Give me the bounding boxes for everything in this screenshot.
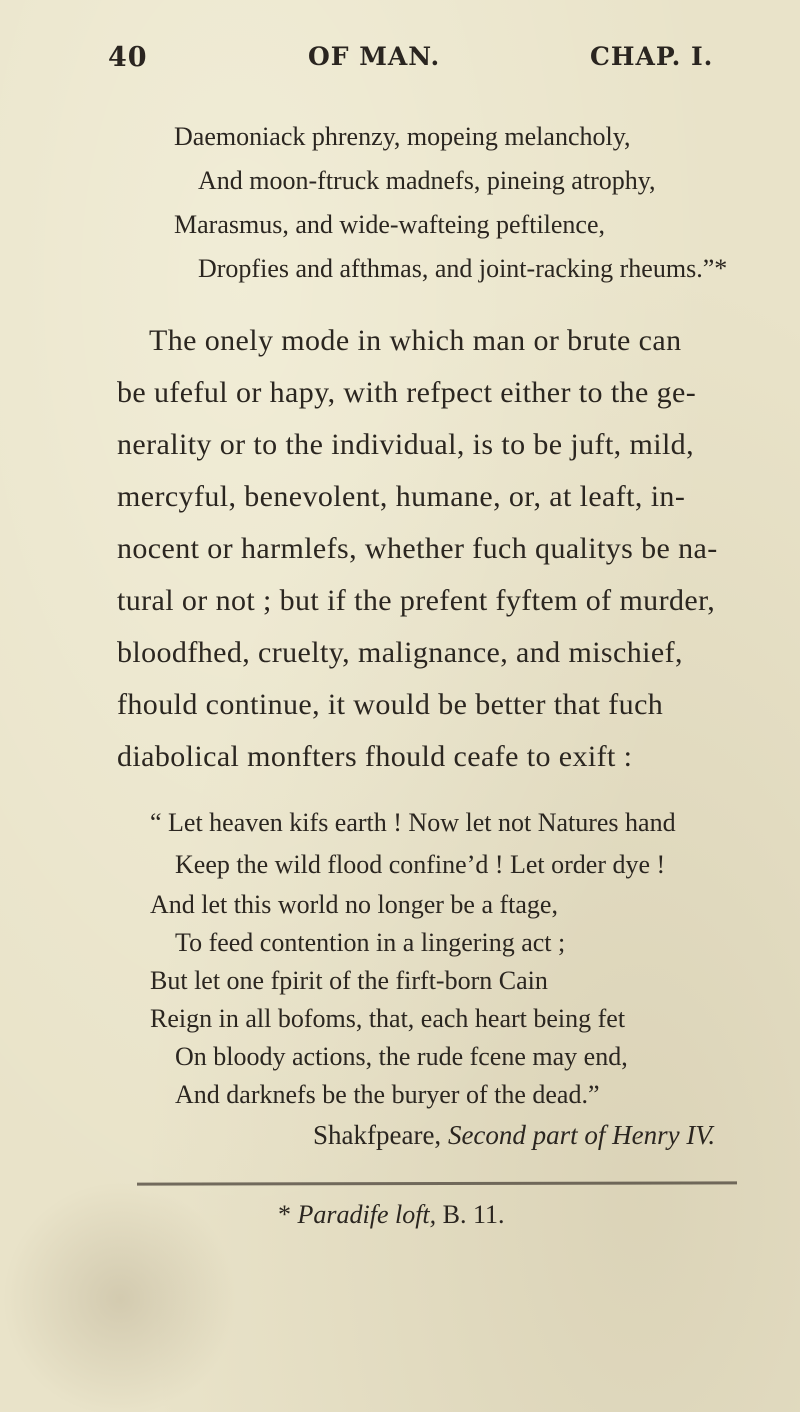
footnote-work: Paradife loft,: [297, 1200, 437, 1229]
page-number: 40: [108, 42, 148, 73]
prose-line: diabolical monfters fhould ceafe to exift :: [117, 740, 633, 773]
prose-line: The onely mode in which man or brute can: [149, 324, 682, 357]
prose-line: mercyful, benevolent, humane, or, at leaft, in-: [117, 480, 686, 513]
quotation-attribution: [313, 1120, 715, 1151]
footnote-marker: *: [278, 1200, 291, 1229]
verse-line: On bloody actions, the rude fcene may end,: [175, 1042, 628, 1071]
verse-line: Marasmus, and wide-wafteing peftilence,: [174, 210, 606, 239]
prose-line: be ufeful or hapy, with refpect either to the ge-: [117, 376, 697, 409]
attribution-author: Shakfpeare,: [313, 1120, 442, 1150]
verse-line: Daemoniack phrenzy, mopeing melancholy,: [174, 122, 631, 151]
running-header: [108, 42, 748, 82]
verse-line: But let one fpirit of the firft-born Cain: [150, 966, 548, 995]
footnote: [278, 1200, 505, 1230]
verse-line: “ Let heaven kifs earth ! Now let not Natures hand: [150, 808, 676, 837]
verse-line: To feed contention in a lingering act ;: [175, 928, 566, 957]
verse-line: And let this world no longer be a ftage,: [150, 890, 558, 919]
footnote-reference: B. 11.: [442, 1200, 505, 1229]
prose-line: fhould continue, it would be better that fuch: [117, 688, 664, 721]
attribution-work: Second part of Henry IV.: [447, 1120, 716, 1150]
verse-line: Keep the wild flood confine’d ! Let order dye !: [175, 850, 666, 879]
chapter-label: CHAP. I.: [590, 42, 714, 71]
prose-line: tural or not ; but if the prefent fyftem of murder,: [117, 584, 716, 617]
verse-line: Reign in all bofoms, that, each heart being fet: [150, 1004, 626, 1033]
footnote-rule: [137, 1181, 737, 1185]
running-title: OF MAN.: [308, 42, 441, 71]
prose-line: nerality or to the individual, is to be juft, mild,: [117, 428, 694, 461]
verse-line: Dropfies and afthmas, and joint-racking rheums.”*: [198, 254, 728, 283]
prose-line: bloodfhed, cruelty, malignance, and mischief,: [117, 636, 683, 669]
verse-line: And moon-ftruck madnefs, pineing atrophy,: [198, 166, 656, 195]
verse-line: And darknefs be the buryer of the dead.”: [175, 1080, 600, 1109]
prose-line: nocent or harmlefs, whether fuch qualitys be na-: [117, 532, 718, 565]
